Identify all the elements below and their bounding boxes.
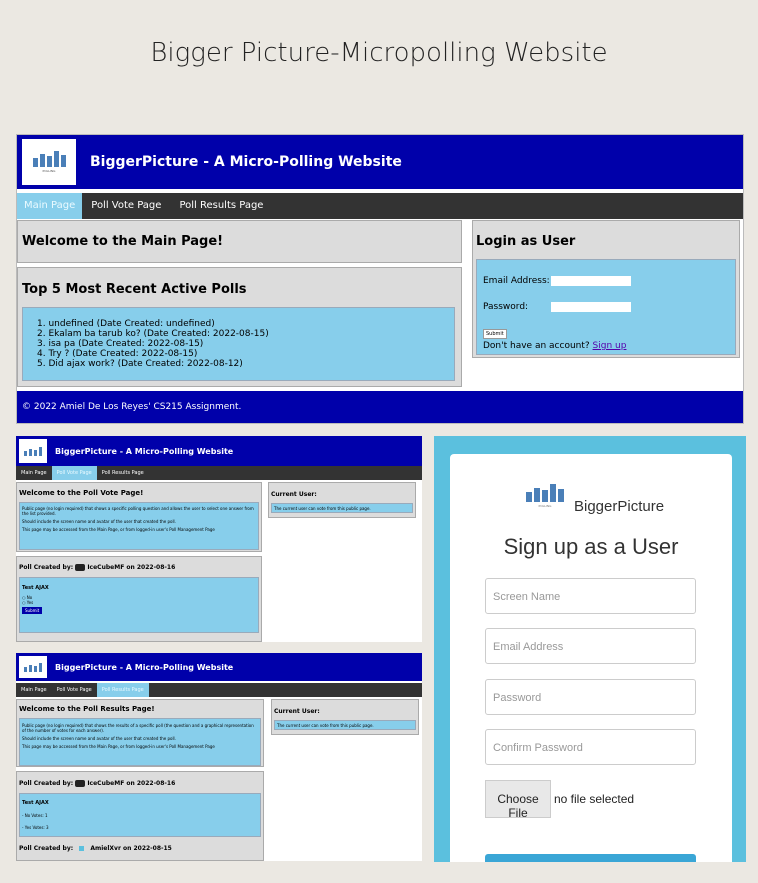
sign-up-screenshot [434, 436, 746, 862]
poll-vote-screenshot [16, 436, 422, 642]
screen-name-input[interactable]: Screen Name [485, 578, 696, 614]
list-item[interactable]: 3. isa pa (Date Created: 2022-08-15) [37, 339, 204, 349]
login-form [476, 259, 736, 355]
vote-welcome-heading: Welcome to the Poll Vote Page! [19, 489, 144, 497]
current-user-heading: Current User: [271, 491, 317, 498]
description-text: Should include the screen name and avatar of the user that created the poll. [22, 519, 176, 524]
recent-polls-heading: Top 5 Most Recent Active Polls [22, 282, 247, 297]
poll-creator: IceCubeMF on 2022-08-16 [87, 780, 176, 787]
recent-polls-panel [17, 267, 462, 387]
email-input[interactable]: Email Address [485, 628, 696, 664]
radio-option-no[interactable]: ○ No [22, 595, 33, 600]
tab-main-page[interactable]: Main Page [21, 470, 47, 476]
poll-question: Test AJAX [22, 585, 49, 591]
vote-submit-button[interactable]: Submit [22, 607, 42, 614]
site-title: BiggerPicture - A Micro-Polling Website [55, 662, 234, 672]
password-field[interactable] [551, 302, 631, 312]
poll-created-by-label: Poll Created by: [19, 564, 74, 571]
poll-results-screenshot [16, 653, 422, 861]
results-welcome-heading: Welcome to the Poll Results Page! [19, 705, 155, 713]
no-votes-count: - No Votes: 1 [22, 813, 48, 818]
login-heading: Login as User [476, 234, 576, 249]
email-label: Email Address: [483, 275, 550, 286]
poll-question: Test AJAX [22, 800, 49, 806]
description-text: This page may be accessed from the Main Page, or from logged-in user's Poll Management Page [22, 527, 215, 532]
current-user-text: The current user can vote from this public page. [274, 720, 416, 730]
poll-creator-line [19, 780, 261, 787]
current-user-panel [268, 482, 416, 518]
poll-creator: IceCubeMF on 2022-08-16 [87, 564, 176, 571]
tab-poll-vote[interactable]: Poll Vote Page [91, 200, 162, 211]
site-header [16, 653, 422, 681]
description-text: Public page (no login required) that shows a specific polling question and allows the user to select one answer from the list provided. [22, 506, 254, 516]
logo-bars-icon [24, 663, 42, 672]
description-text: This page may be accessed from the Main Page, or from logged-in user's Poll Management Page [22, 744, 215, 749]
poll-creator-line-2 [19, 845, 261, 852]
current-user-panel [271, 699, 419, 735]
current-user-text: The current user can vote from this public page. [271, 503, 413, 513]
yes-votes-count: - Yes Votes: 3 [22, 825, 49, 830]
avatar [75, 780, 85, 787]
description-text: Should include the screen name and avatar of the user that created the poll. [22, 736, 176, 741]
nav-bar [16, 466, 422, 480]
vote-welcome-panel [16, 482, 262, 552]
password-input[interactable]: Password [485, 679, 696, 715]
nav-bar [17, 193, 743, 219]
tab-poll-results[interactable]: Poll Results Page [179, 200, 264, 211]
logo-caption: POLLING [42, 169, 56, 173]
tab-poll-vote[interactable]: Poll Vote Page [52, 466, 97, 480]
sign-up-link[interactable]: Sign up [592, 341, 627, 351]
site-logo [19, 656, 47, 678]
logo-caption: POLLING [538, 504, 552, 508]
vote-description [19, 502, 259, 550]
polls-list [22, 307, 455, 381]
email-field[interactable] [551, 276, 631, 286]
tab-main-page[interactable]: Main Page [21, 687, 47, 693]
logo-bars-icon [33, 151, 66, 167]
sign-up-card [450, 454, 732, 862]
site-logo [19, 439, 47, 463]
results-panel [16, 771, 264, 861]
avatar [79, 846, 84, 851]
list-item[interactable]: 5. Did ajax work? (Date Created: 2022-08-12) [37, 359, 243, 369]
confirm-password-input[interactable]: Confirm Password [485, 729, 696, 765]
site-title: BiggerPicture - A Micro-Polling Website [55, 446, 234, 456]
avatar [75, 564, 85, 571]
site-footer [17, 391, 744, 424]
site-title: BiggerPicture - A Micro-Polling Website [90, 154, 402, 170]
signup-brand: BiggerPicture [574, 498, 665, 515]
description-text: Public page (no login required) that shows the results of a specific poll (the question and a graphical representation of the number of votes for each answer). [22, 723, 254, 733]
tab-poll-vote[interactable]: Poll Vote Page [56, 687, 92, 693]
nav-bar [16, 683, 422, 697]
login-submit-button[interactable]: Submit [483, 329, 507, 339]
welcome-heading: Welcome to the Main Page! [22, 234, 224, 249]
footer-text: © 2022 Amiel De Los Reyes' CS215 Assignment. [22, 402, 242, 412]
poll-panel [16, 556, 262, 642]
file-status: no file selected [554, 792, 635, 806]
main-page-screenshot [16, 134, 744, 424]
list-item[interactable]: 2. Ekalam ba tarub ko? (Date Created: 2022-08-15) [37, 329, 269, 339]
vote-form [19, 577, 259, 633]
logo-bars-icon [24, 447, 42, 456]
welcome-panel [17, 220, 462, 263]
results-box [19, 793, 261, 837]
poll-created-by-label: Poll Created by: [19, 780, 74, 787]
list-item[interactable]: 4. Try ? (Date Created: 2022-08-15) [37, 349, 198, 359]
login-panel [472, 220, 740, 358]
tab-main-page[interactable]: Main Page [17, 193, 82, 219]
site-header [17, 135, 743, 189]
signup-heading: Sign up as a User [503, 534, 679, 559]
results-welcome-panel [16, 699, 264, 767]
sign-up-submit-button[interactable] [485, 854, 696, 862]
tab-poll-results[interactable]: Poll Results Page [101, 470, 144, 476]
logo-bars-icon [526, 484, 564, 502]
poll-created-by-label: Poll Created by: [19, 845, 74, 852]
no-account-text: Don't have an account? [483, 341, 590, 351]
radio-option-yes[interactable]: ○ Yes [22, 600, 34, 605]
tab-poll-results[interactable]: Poll Results Page [97, 683, 149, 697]
site-header [16, 436, 422, 466]
signup-logo [526, 484, 564, 508]
poll-creator: AmielXvr on 2022-08-15 [90, 845, 172, 852]
choose-file-button[interactable]: Choose File [485, 780, 551, 818]
poll-creator-line [19, 564, 259, 571]
page-title: Bigger Picture-Micropolling Website [150, 38, 608, 68]
current-user-heading: Current User: [274, 708, 320, 715]
results-description [19, 718, 261, 766]
site-logo [22, 139, 76, 185]
list-item[interactable]: 1. undefined (Date Created: undefined) [37, 319, 215, 329]
password-label: Password: [483, 301, 529, 312]
